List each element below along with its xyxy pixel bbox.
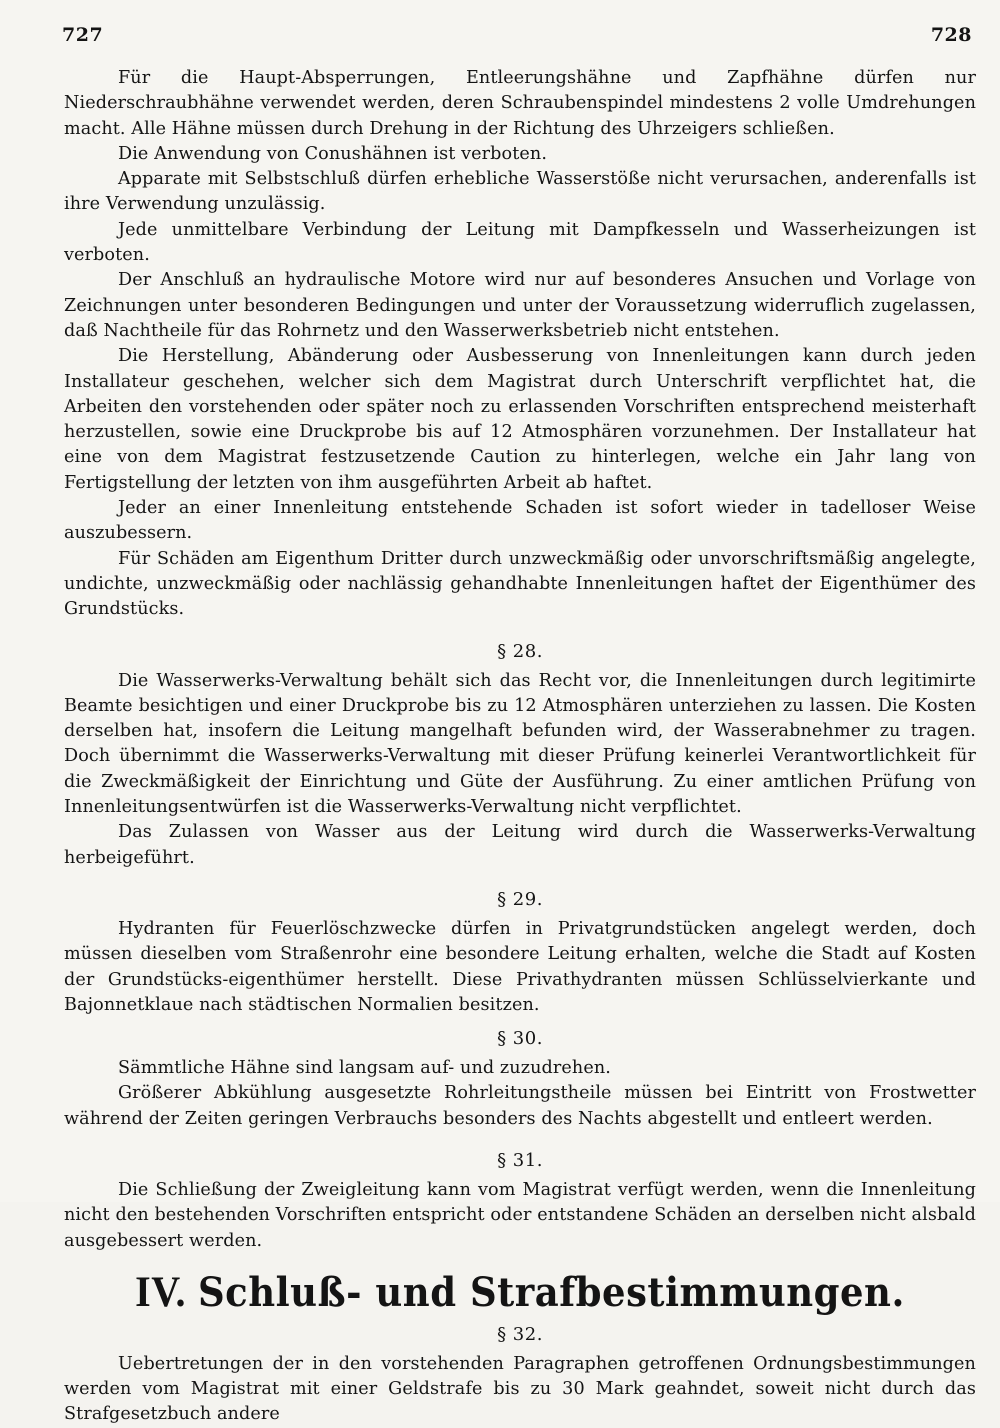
paragraph: Apparate mit Selbstschluß dürfen erhebliche Wasserstöße nicht verursachen, anderenfalls ist ihre Verwendung unzulässig. (64, 169, 976, 215)
paragraph: Der Anschluß an hydraulische Motore wird nur auf besonderes Ansuchen und Vorlage von Zeichnungen unter besonderen Bedingungen und unter der Voraussetzung widerruflich zugelassen, daß Nachtheile für das Rohrnetz und den Wasserwerksbetrieb nicht entstehen. (64, 270, 976, 341)
paragraph: Sämmtliche Hähne sind langsam auf- und zuzudrehen. (118, 1058, 611, 1079)
page-number-right: 728 (930, 24, 972, 46)
paragraph: Das Zulassen von Wasser aus der Leitung wird durch die Wasserwerks-Verwaltung herbeigeführt. (64, 822, 976, 868)
paragraph: Uebertretungen der in den vorstehenden Paragraphen getroffenen Ordnungsbestimmungen werden vom Magistrat mit einer Geldstrafe bis zu 30 Mark geahndet, soweit nicht durch das Strafgesetzbuch andere (64, 1353, 976, 1425)
page-number-left: 727 (62, 24, 104, 46)
chapter-heading (64, 1268, 976, 1316)
paragraph: Hydranten für Feuerlöschzwecke dürfen in Privatgrundstücken angelegt werden, doch müssen dieselben vom Straßenrohr eine besondere Leitung erhalten, welche die Stadt auf Kosten der Grundstücks-eigenthümer herstellt. Diese Privathydranten müssen Schlüsselvierkante und Bajonnetklaue nach städtischen Normalien besitzen. (64, 918, 976, 1015)
chapter-number: IV. (135, 1267, 186, 1316)
paragraph: Die Wasserwerks-Verwaltung behält sich das Recht vor, die Innenleitungen durch legitimirte Beamte besichtigen und einer Druckprobe bis zu 12 Atmosphären unterziehen zu lassen. Die Kosten derselben hat, insofern die Leitung mangelhaft befunden wird, der Wasserabnehmer zu tragen. Doch übernimmt die Wasserwerks-Verwaltung mit dieser Prüfung keinerlei Verantwortlichkeit für die Zweckmäßigkeit der Einrichtung und Güte der Ausführung. Zu einer amtlichen Prüfung von Innenleitungsentwürfen ist die Wasserwerks-Verwaltung nicht verpflichtet. (64, 670, 976, 818)
paragraph: Die Herstellung, Abänderung oder Ausbesserung von Innenleitungen kann durch jeden Installateur geschehen, welcher sich dem Magistrat durch Unterschrift verpflichtet hat, die Arbeiten den vorstehenden oder später noch zu erlassenden Vorschriften entsprechend meisterhaft herzustellen, sowie eine Druckprobe bis auf 12 Atmosphären vorzunehmen. Der Installateur hat eine von dem Magistrat festzusetzende Caution zu hinterlegen, welche ein Jahr lang von Fertigstellung der letzten von ihm ausgeführten Arbeit ab haftet. (64, 346, 976, 493)
paragraph: Jede unmittelbare Verbindung der Leitung mit Dampfkesseln und Wasserheizungen ist verboten. (64, 219, 976, 266)
paragraph: Für die Haupt-Absperrungen, Entleerungshähne und Zapfhähne dürfen nur Niederschraubhähne verwendet werden, deren Schraubenspindel mindestens 2 volle Umdrehungen macht. Alle Hähne müssen durch Drehung in der Richtung des Uhrzeigers schließen. (64, 68, 976, 139)
section-heading-31: § 31. (497, 1149, 543, 1171)
section-heading-32: § 32. (497, 1323, 543, 1345)
section-heading-30: § 30. (497, 1028, 543, 1050)
paragraph: Die Schließung der Zweigleitung kann vom Magistrat verfügt werden, wenn die Innenleitung nicht den bestehenden Vorschriften entspricht oder entstandene Schäden an derselben nicht alsbald ausgebessert werden. (64, 1179, 976, 1251)
chapter-title: Schluß- und Strafbestimmungen. (197, 1268, 905, 1316)
section-heading-28: § 28. (497, 640, 543, 662)
page-body (64, 66, 976, 1428)
section-heading-29: § 29. (497, 888, 543, 910)
paragraph: Jeder an einer Innenleitung entstehende Schaden ist sofort wieder in tadelloser Weise auszubessern. (64, 498, 976, 544)
paragraph: Für Schäden am Eigenthum Dritter durch unzweckmäßig oder unvorschriftsmäßig angelegte, undichte, unzweckmäßig oder nachlässig gehandhabte Innenleitungen haftet der Eigenthümer des Grundstücks. (64, 548, 976, 620)
paragraph: Die Anwendung von Conushähnen ist verboten. (118, 143, 548, 164)
paragraph: Größerer Abkühlung ausgesetzte Rohrleitungstheile müssen bei Eintritt von Frostwetter während der Zeiten geringen Verbrauchs besonders des Nachts abgestellt und entleert werden. (64, 1083, 976, 1129)
